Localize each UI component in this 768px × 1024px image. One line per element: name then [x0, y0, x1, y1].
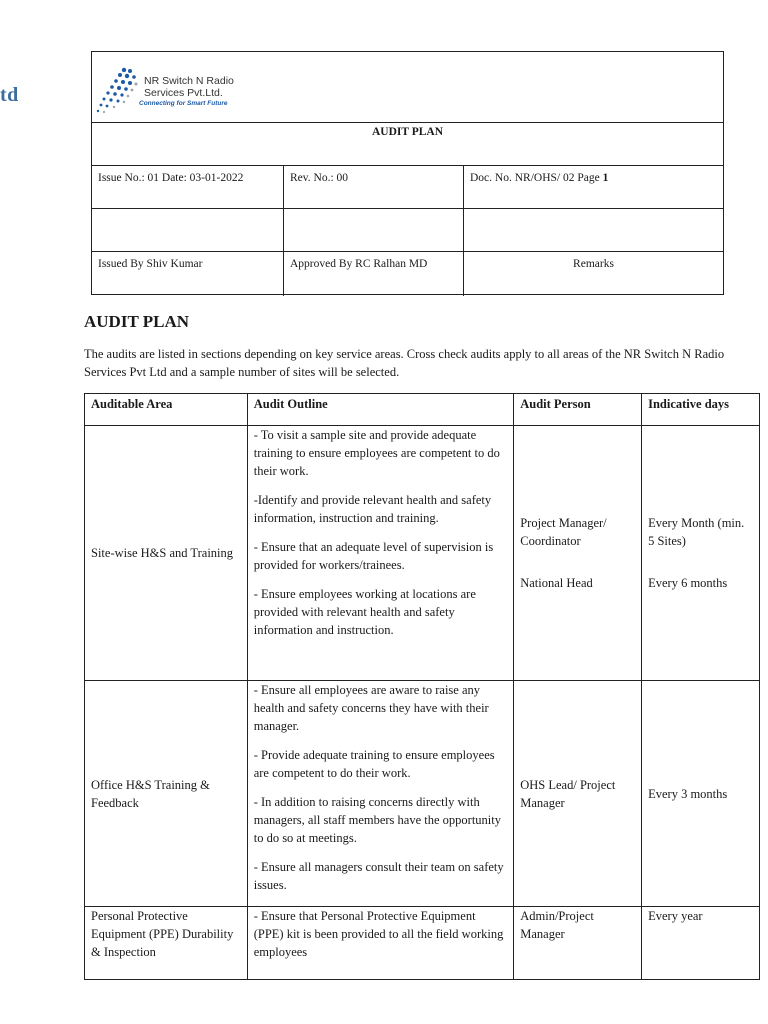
audit-person [514, 426, 642, 681]
audit-person: OHS Lead/ Project Manager [514, 681, 642, 907]
doc-no [464, 166, 723, 208]
page-number: 1 [602, 172, 609, 184]
title-row [92, 123, 723, 166]
cropped-company-text: td [0, 84, 19, 106]
issue-row [92, 166, 723, 209]
section-title: AUDIT PLAN [84, 312, 190, 331]
auditable-area: Office H&S Training & Feedback [85, 681, 248, 907]
table-row [85, 907, 760, 980]
column-header: Audit Person [514, 394, 642, 426]
indicative-days [642, 426, 760, 681]
logo-line-1: NR Switch N Radio [144, 75, 234, 87]
outline-item: -Identify and provide relevant health and safety information, instruction and training. [253, 493, 492, 525]
audit-outline [247, 907, 514, 980]
blank-cell [284, 209, 464, 251]
intro-paragraph: The audits are listed in sections depending on key service areas. Cross check audits apply to all areas of the NR Switch N Radio Services Pvt Ltd and a sample number of sites will be selected. [84, 347, 725, 379]
blank-row [92, 209, 723, 252]
remarks: Remarks [573, 258, 614, 270]
outline-item: - In addition to raising concerns directly with managers, all staff members have the opportunity to do so at meetings. [253, 795, 501, 845]
audit-outline [247, 426, 514, 681]
audit-person-1: Project Manager/ Coordinator [520, 516, 607, 548]
outline-item: - To visit a sample site and provide adequate training to ensure employees are competent to do their work. [253, 428, 500, 478]
logo-tagline: Connecting for Smart Future [139, 100, 228, 107]
indicative-days: Every 3 months [642, 681, 760, 907]
indicative-days-2: Every 6 months [648, 576, 728, 590]
table-row [85, 681, 760, 907]
logo-line-2: Services Pvt.Ltd. [144, 87, 223, 99]
audit-outline [247, 681, 514, 907]
logo-row [92, 52, 723, 123]
document-header [91, 51, 724, 295]
audit-person-2: National Head [520, 576, 593, 590]
logo-company-name [144, 75, 234, 99]
indicative-days-1: Every Month (min. 5 Sites) [648, 516, 745, 548]
audit-person: Admin/Project Manager [514, 907, 642, 980]
outline-item: - Ensure that an adequate level of supervision is provided for workers/trainees. [253, 540, 494, 572]
outline-item: - Provide adequate training to ensure employees are competent to do their work. [253, 748, 495, 780]
signoff-row [92, 252, 723, 296]
indicative-days: Every year [642, 907, 760, 980]
outline-item: - Ensure that Personal Protective Equipment (PPE) kit is been provided to all the field working employees [253, 909, 504, 959]
outline-item: - Ensure all employees are aware to raise any health and safety concerns they have with their manager. [253, 683, 489, 733]
blank-cell [92, 209, 284, 251]
approved-by: Approved By RC Ralhan MD [284, 252, 464, 296]
column-header: Indicative days [642, 394, 760, 426]
company-logo [94, 64, 294, 120]
column-header: Auditable Area [85, 394, 248, 426]
blank-cell [464, 209, 723, 251]
column-header: Audit Outline [247, 394, 514, 426]
doc-title: AUDIT PLAN [371, 126, 444, 138]
issued-by: Issued By Shiv Kumar [92, 252, 284, 296]
issue-no: Issue No.: 01 Date: 03-01-2022 [92, 166, 284, 208]
table-header-row [85, 394, 760, 426]
rev-no: Rev. No.: 00 [284, 166, 464, 208]
logo-dots-icon [94, 64, 142, 120]
outline-item: - Ensure all managers consult their team on safety issues. [253, 860, 504, 892]
table-row [85, 426, 760, 681]
auditable-area: Site-wise H&S and Training [85, 426, 248, 681]
auditable-area: Personal Protective Equipment (PPE) Durability & Inspection [85, 907, 248, 980]
doc-no-text: Doc. No. NR/OHS/ 02 Page [470, 172, 603, 184]
audit-table [84, 393, 760, 980]
outline-item: - Ensure employees working at locations are provided with relevant health and safety information and instruction. [253, 587, 476, 637]
